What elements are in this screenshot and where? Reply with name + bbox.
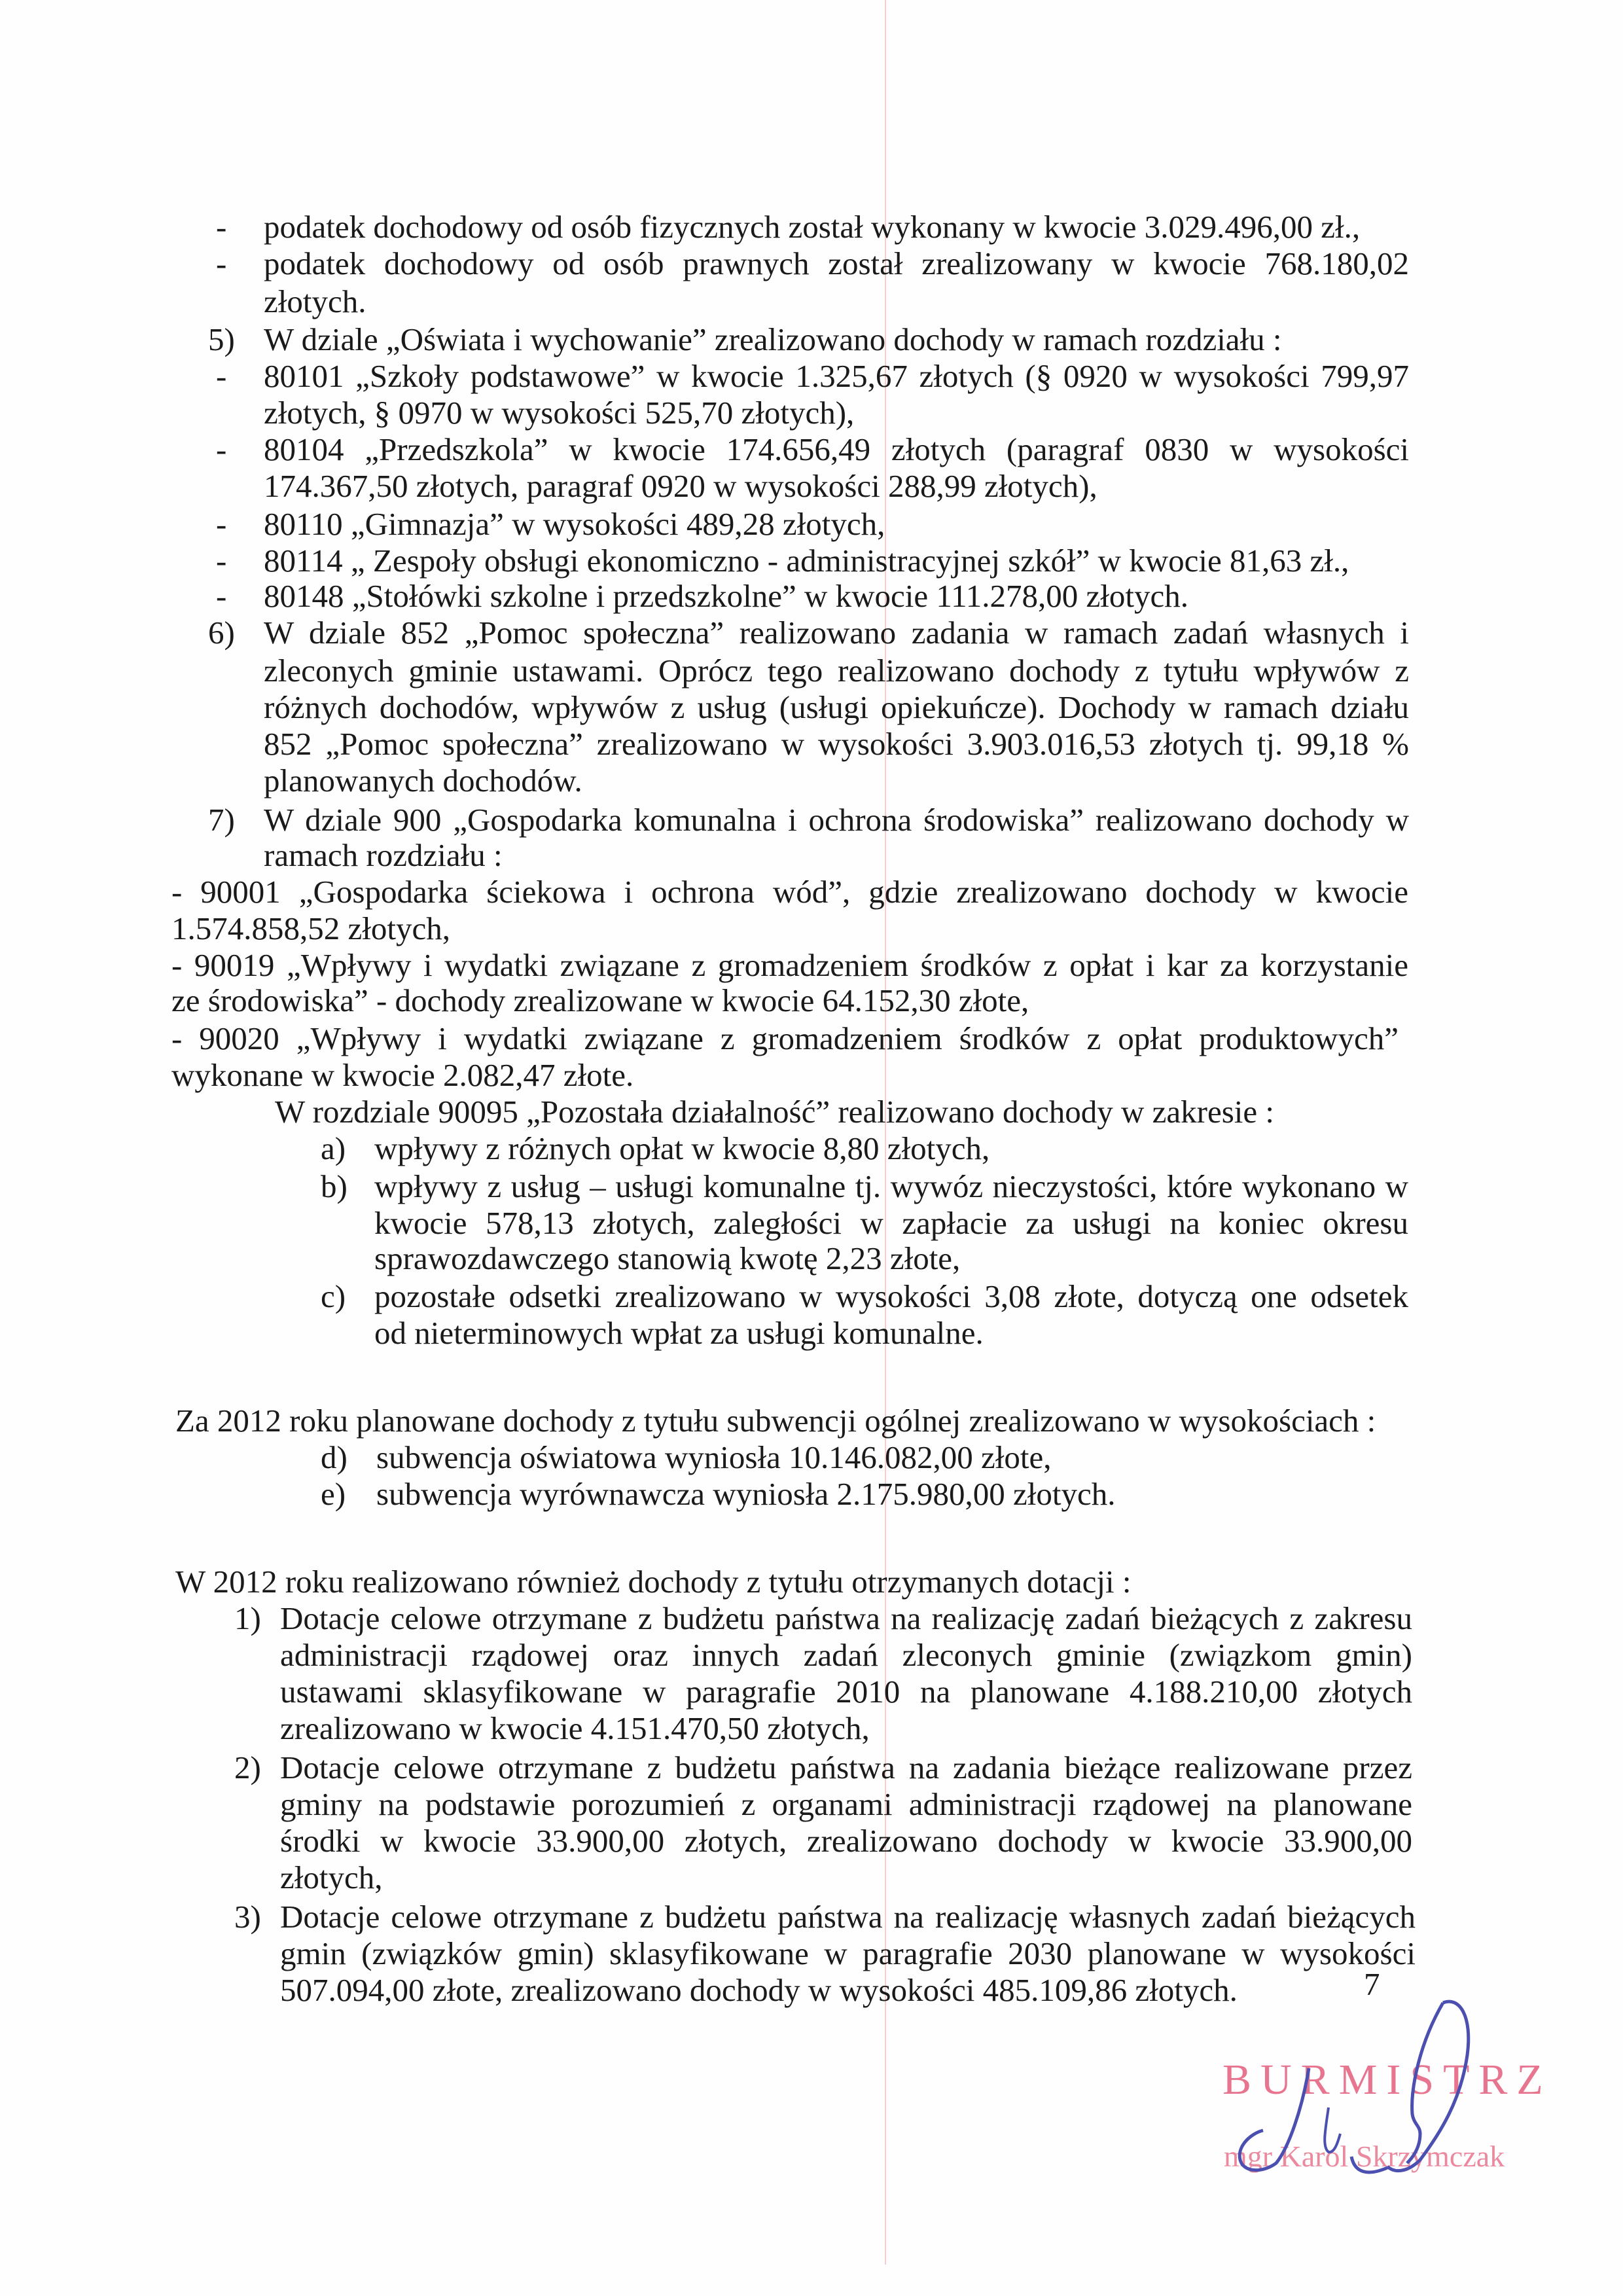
text-line: W dziale „Oświata i wychowanie” zrealizowano dochody w ramach rozdziału : <box>264 321 1282 357</box>
list-marker: 6) <box>208 615 235 651</box>
text-line: 80101 „Szkoły podstawowe” w kwocie 1.325,67 złotych (§ 0920 w wysokości 799,97 <box>264 358 1409 394</box>
list-marker: - <box>216 506 227 542</box>
text-line: złotych, § 0970 w wysokości 525,70 złotych), <box>264 395 855 431</box>
text-line: Dotacje celowe otrzymane z budżetu państwa na realizację własnych zadań bieżących <box>280 1899 1416 1935</box>
list-marker: 2) <box>234 1749 261 1785</box>
text-line: różnych dochodów, wpływów z usług (usługi opiekuńcze). Dochody w ramach działu <box>264 689 1409 725</box>
text-line: zrealizowano w kwocie 4.151.470,50 złotych, <box>280 1710 870 1746</box>
text-line: subwencja oświatowa wyniosła 10.146.082,00 złote, <box>376 1439 1052 1475</box>
list-marker: 3) <box>234 1899 261 1935</box>
text-line: 852 „Pomoc społeczna” zrealizowano w wysokości 3.903.016,53 złotych tj. 99,18 % <box>264 726 1409 762</box>
text-line: 1.574.858,52 złotych, <box>171 910 450 946</box>
text-line: sprawozdawczego stanowią kwotę 2,23 złote, <box>374 1240 961 1276</box>
stamp-name: mgr Karol Skrzymczak <box>1224 2140 1505 2173</box>
text-line: złotych. <box>264 283 366 319</box>
text-line: Za 2012 roku planowane dochody z tytułu subwencji ogólnej zrealizowano w wysokościach : <box>175 1403 1376 1439</box>
text-line: podatek dochodowy od osób fizycznych został wykonany w kwocie 3.029.496,00 zł., <box>264 209 1361 245</box>
text-line: - 90001 „Gospodarka ściekowa i ochrona wód”, gdzie zrealizowano dochody w kwocie <box>171 874 1408 910</box>
list-marker: 7) <box>208 802 235 838</box>
text-line: planowanych dochodów. <box>264 762 582 798</box>
text-line: 80148 „Stołówki szkolne i przedszkolne” w kwocie 111.278,00 złotych. <box>264 578 1188 614</box>
text-line: wpływy z różnych opłat w kwocie 8,80 złotych, <box>374 1130 990 1166</box>
text-line: W dziale 852 „Pomoc społeczna” realizowano zadania w ramach zadań własnych i <box>264 615 1409 651</box>
text-line: gminy na podstawie porozumień z organami administracji rządowej na planowane <box>280 1786 1412 1822</box>
text-line: pozostałe odsetki zrealizowano w wysokości 3,08 złote, dotyczą one odsetek <box>374 1278 1408 1314</box>
list-marker: - <box>216 245 227 281</box>
text-line: ramach rozdziału : <box>264 837 503 873</box>
text-line: 507.094,00 złote, zrealizowano dochody w wysokości 485.109,86 złotych. <box>280 1972 1238 2008</box>
text-line: wpływy z usług – usługi komunalne tj. wywóz nieczystości, które wykonano w <box>374 1168 1408 1204</box>
list-marker: 5) <box>208 321 235 357</box>
text-line: 80110 „Gimnazja” w wysokości 489,28 złotych, <box>264 506 885 542</box>
text-line: W dziale 900 „Gospodarka komunalna i ochrona środowiska” realizowano dochody w <box>264 802 1409 838</box>
list-marker: - <box>216 543 227 579</box>
text-line: środki w kwocie 33.900,00 złotych, zrealizowano dochody w kwocie 33.900,00 <box>280 1823 1412 1859</box>
text-line: W 2012 roku realizowano również dochody z tytułu otrzymanych dotacji : <box>175 1564 1132 1600</box>
list-marker: a) <box>321 1130 346 1166</box>
list-marker: d) <box>321 1439 348 1475</box>
text-line: podatek dochodowy od osób prawnych został zrealizowany w kwocie 768.180,02 <box>264 245 1409 281</box>
text-line: - 90019 „Wpływy i wydatki związane z gromadzeniem środków z opłat i kar za korzystanie <box>171 947 1408 983</box>
list-marker: e) <box>321 1476 346 1512</box>
text-line: 174.367,50 złotych, paragraf 0920 w wysokości 288,99 złotych), <box>264 468 1097 504</box>
text-line: wykonane w kwocie 2.082,47 złote. <box>171 1057 634 1093</box>
text-line: kwocie 578,13 złotych, zaległości w zapłacie za usługi na koniec okresu <box>374 1205 1408 1241</box>
text-line: subwencja wyrównawcza wyniosła 2.175.980,00 złotych. <box>376 1476 1116 1512</box>
list-marker: - <box>216 358 227 394</box>
list-marker: b) <box>321 1168 348 1204</box>
text-line: 80114 „ Zespoły obsługi ekonomiczno - administracyjnej szkół” w kwocie 81,63 zł., <box>264 543 1349 579</box>
text-line: Dotacje celowe otrzymane z budżetu państwa na realizację zadań bieżących z zakresu <box>280 1600 1412 1636</box>
text-line: 80104 „Przedszkola” w kwocie 174.656,49 złotych (paragraf 0830 w wysokości <box>264 431 1409 467</box>
list-marker: - <box>216 209 227 245</box>
list-marker: - <box>216 431 227 467</box>
text-line: Dotacje celowe otrzymane z budżetu państwa na zadania bieżące realizowane przez <box>280 1749 1412 1785</box>
text-line: złotych, <box>280 1859 383 1895</box>
text-line: W rozdziale 90095 „Pozostała działalność” realizowano dochody w zakresie : <box>275 1094 1275 1130</box>
text-line: zleconych gminie ustawami. Oprócz tego realizowano dochody z tytułu wpływów z <box>264 653 1409 689</box>
text-line: gmin (związków gmin) sklasyfikowane w paragrafie 2030 planowane w wysokości <box>280 1935 1416 1971</box>
list-marker: 1) <box>234 1600 261 1636</box>
page-number: 7 <box>1364 1966 1380 2002</box>
text-line: ustawami sklasyfikowane w paragrafie 2010 na planowane 4.188.210,00 złotych <box>280 1674 1412 1710</box>
list-marker: c) <box>321 1278 346 1314</box>
text-line: od nieterminowych wpłat za usługi komunalne. <box>374 1315 984 1351</box>
text-line: ze środowiska” - dochody zrealizowane w kwocie 64.152,30 złote, <box>171 982 1029 1018</box>
signature-icon <box>1224 1977 1525 2186</box>
text-line: - 90020 „Wpływy i wydatki związane z gromadzeniem środków z opłat produktowych” <box>171 1020 1399 1056</box>
text-line: administracji rządowej oraz innych zadań zleconych gminie (związkom gmin) <box>280 1637 1412 1673</box>
list-marker: - <box>216 578 227 614</box>
stamp-title: BURMISTRZ <box>1222 2056 1552 2104</box>
